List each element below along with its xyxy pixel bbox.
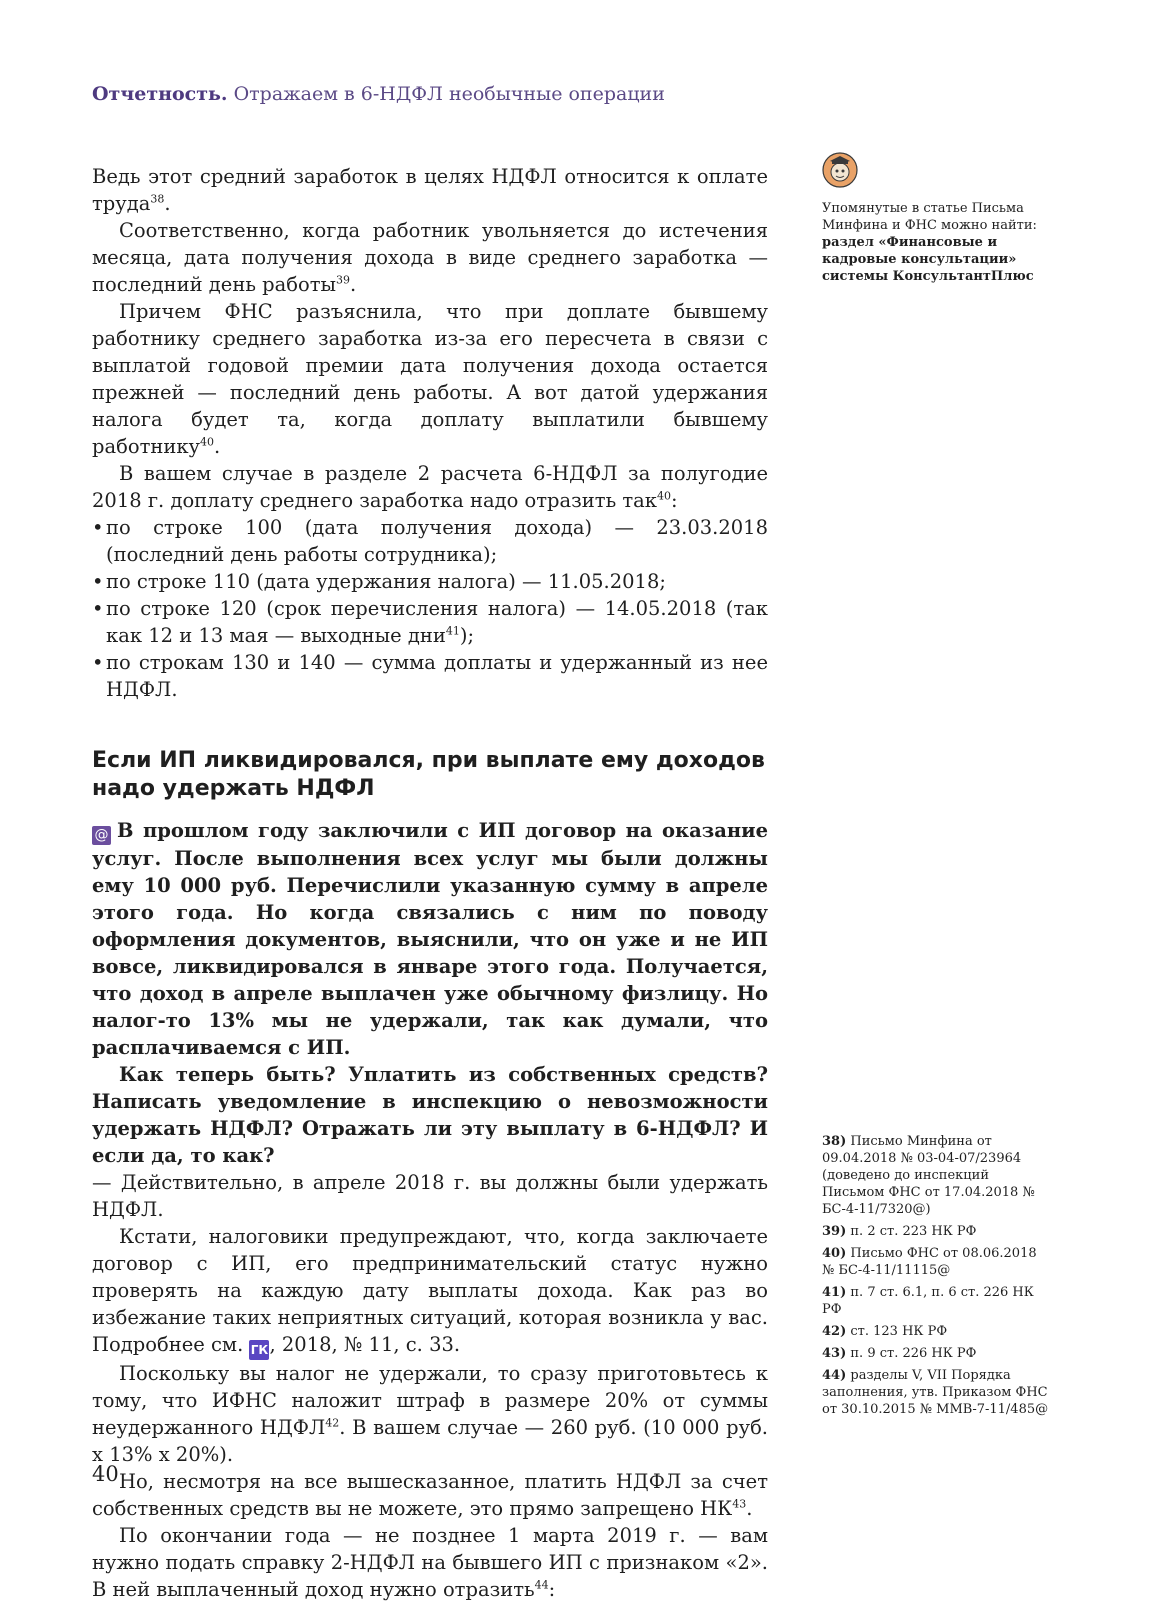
question-paragraph: Как теперь быть? Уплатить из собственных средств? Написать уведомление в инспекцию о невозможности удержать НДФЛ? Отражать ли эту выплату в 6-НДФЛ? И если да, то как? [92, 1063, 768, 1167]
list-item: • по строкам 130 и 140 — сумма доплаты и удержанный из нее НДФЛ. [92, 649, 768, 703]
footnote: 39) п. 2 ст. 223 НК РФ [822, 1224, 977, 1239]
answer-paragraph: По окончании года — не позднее 1 марта 2019 г. — вам нужно подать справку 2-НДФЛ на бывшего ИП с признаком «2». В ней выплаченный доход нужно отразить$^{44}$: [92, 1524, 768, 1601]
paragraph: Соответственно, когда работник увольняется до истечения месяца, дата получения дохода в виде среднего заработка — последний день работы$^{39}$. [92, 219, 768, 296]
paragraph: В вашем случае в разделе 2 расчета 6-НДФЛ за полугодие 2018 г. доплату среднего заработка надо отразить так$^{40}$: [92, 462, 768, 512]
answer-paragraph: — Действительно, в апреле 2018 г. вы должны были удержать НДФЛ. [92, 1171, 768, 1221]
footnote: 40) Письмо ФНС от 08.06.2018 № БС-4-11/11115@ [822, 1246, 1037, 1278]
email-icon: @ [92, 826, 111, 845]
footnotes [822, 1133, 1052, 1423]
answer-paragraph: Но, несмотря на все вышесказанное, платить НДФЛ за счет собственных средств вы не можете, это прямо запрещено НК$^{43}$. [92, 1470, 768, 1520]
header-title: Отражаем в 6-НДФЛ необычные операции [233, 83, 665, 105]
sidenote-text: Упомянутые в статье Письма Минфина и ФНС можно найти: [822, 201, 1037, 233]
paragraph: Причем ФНС разъяснила, что при доплате бывшему работнику среднего заработка из-за его пересчета в связи с выплатой годовой премии дата получения дохода остается прежней — последний день работы. А вот датой удержания налога будет та, когда доплату выплатили бывшему работнику$^{40}$. [92, 300, 768, 458]
section-heading: Если ИП ликвидировался, при выплате ему доходов надо удержать НДФЛ [92, 748, 765, 801]
footnote: 44) разделы V, VII Порядка заполнения, утв. Приказом ФНС от 30.10.2015 № ММВ-7-11/485@ [822, 1368, 1049, 1417]
question-paragraph: @ В прошлом году заключили с ИП договор на оказание услуг. После выполнения всех услуг мы были должны ему 10 000 руб. Перечислили указанную сумму в апреле этого года. Но когда связались с ним по поводу оформления документов, выяснили, что он уже и не ИП вовсе, ликвидировался в январе этого года. Получается, что доход в апреле выплачен уже обычному физлицу. Но налог-то 13% мы не удержали, так как думали, что расплачиваемся с ИП. [92, 819, 768, 1059]
header-section: Отчетность. [92, 83, 228, 105]
footnote: 42) ст. 123 НК РФ [822, 1324, 948, 1339]
footnote: 38) Письмо Минфина от 09.04.2018 № 03-04-07/23964 (доведено до инспекций Письмом ФНС от 17.04.2018 № БС-4-11/7320@) [822, 1134, 1035, 1217]
bullet-list [92, 514, 768, 703]
article-body [92, 163, 768, 1603]
sidenote-source: раздел «Финансовые и кадровые консультации» системы КонсультантПлюс [822, 235, 1034, 284]
gk-journal-icon: ГК [249, 1340, 269, 1360]
running-header [92, 83, 665, 105]
paragraph: Ведь этот средний заработок в целях НДФЛ относится к оплате труда$^{38}$. [92, 165, 768, 215]
expert-avatar-icon [822, 152, 858, 188]
answer-paragraph: Кстати, налоговики предупреждают, что, когда заключаете договор с ИП, его предпринимательский статус нужно проверять на каждую дату выплаты дохода. Как раз во избежание таких неприятных ситуаций, которая возникла у вас. Подробнее см. ГК, 2018, № 11, с. 33. [92, 1223, 768, 1360]
list-item: • по строке 110 (дата удержания налога) — 11.05.2018; [92, 568, 768, 595]
page-number: 40 [92, 1462, 119, 1486]
answer-paragraph: Поскольку вы налог не удержали, то сразу приготовьтесь к тому, что ИФНС наложит штраф в размере 20% от суммы неудержанного НДФЛ$^{42}$. В вашем случае — 260 руб. (10 000 руб. х 13% х 20%). [92, 1362, 769, 1466]
list-item: • по строке 100 (дата получения дохода) — 23.03.2018 (последний день работы сотрудника); [92, 514, 768, 568]
list-item: • по строке 120 (срок перечисления налога) — 14.05.2018 (так как 12 и 13 мая — выходные дни$^{41}$); [92, 595, 768, 649]
footnote: 41) п. 7 ст. 6.1, п. 6 ст. 226 НК РФ [822, 1285, 1034, 1317]
footnote: 43) п. 9 ст. 226 НК РФ [822, 1346, 977, 1361]
sidenote [822, 200, 1052, 285]
